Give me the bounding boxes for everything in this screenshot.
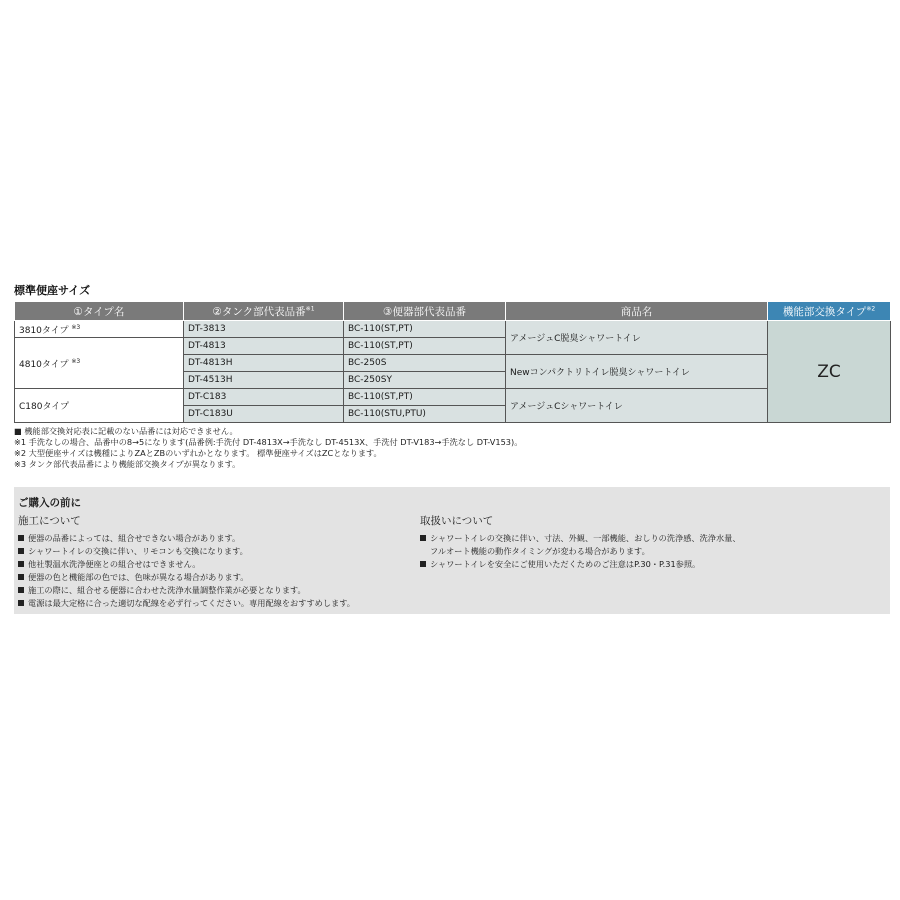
- handling-notes: [420, 513, 741, 571]
- table-notes: [14, 426, 522, 470]
- tank-cell: DT-3813: [184, 321, 344, 338]
- bowl-cell: BC-110(ST,PT): [344, 389, 506, 406]
- installation-heading: 施工について: [18, 515, 81, 527]
- type-cell: 4810タイプ $^{※3}$: [15, 338, 184, 389]
- product-cell: Newコンパクトリトイレ脱臭シャワートイレ: [506, 355, 768, 389]
- seat-size-table: [14, 301, 891, 423]
- square-bullet-icon: [18, 561, 24, 567]
- list-item: 便器の品番によっては、組合せできない場合があります。: [18, 532, 355, 545]
- tank-cell: DT-4813H: [184, 355, 344, 372]
- bowl-cell: BC-110(ST,PT): [344, 321, 506, 338]
- square-bullet-icon: [420, 535, 426, 541]
- caution-title: ご購入の前に: [18, 497, 81, 509]
- tank-cell: DT-C183: [184, 389, 344, 406]
- note-line: ※2 大型便座サイズは機種によりZAとZBのいずれかとなります。 標準便座サイズはZCとなります。: [14, 448, 382, 458]
- list-item: シャワートイレの交換に伴い、リモコンも交換になります。: [18, 545, 355, 558]
- note-line: ※1 手洗なしの場合、品番中の8→5になります(品番例:手洗付 DT-4813X→手洗なし DT-4513X、手洗付 DT-V183→手洗なし DT-V153)。: [14, 437, 523, 447]
- table-header-row: [15, 302, 891, 321]
- handling-heading: 取扱いについて: [420, 515, 494, 527]
- tank-cell: DT-4513H: [184, 372, 344, 389]
- list-item: シャワートイレを安全にご使用いただくためのご注意はP.30・P.31参照。: [420, 558, 741, 571]
- table-row: [15, 321, 891, 338]
- section-title: 標準便座サイズ: [14, 284, 91, 297]
- square-bullet-icon: [18, 600, 24, 606]
- square-bullet-icon: [18, 548, 24, 554]
- table-row: [15, 389, 891, 406]
- function-type-value: ZC: [768, 321, 891, 423]
- header-bowl: ③便器部代表品番: [344, 302, 506, 321]
- header-tank: ②タンク部代表品番$^{※1}$: [184, 302, 344, 321]
- note-line: ■ 機能部交換対応表に記載のない品番には対応できません。: [14, 426, 238, 436]
- tank-cell: DT-4813: [184, 338, 344, 355]
- product-cell: アメージュC脱臭シャワートイレ: [506, 321, 768, 355]
- header-function-type: 機能部交換タイプ$^{※2}$: [768, 302, 891, 321]
- square-bullet-icon: [18, 574, 24, 580]
- list-item: シャワートイレの交換に伴い、寸法、外観、一部機能、おしりの洗浄感、洗浄水量、: [420, 532, 741, 545]
- square-bullet-icon: [18, 587, 24, 593]
- list-item: 施工の際に、組合せる便器に合わせた洗浄水量調整作業が必要となります。: [18, 584, 355, 597]
- note-line: ※3 タンク部代表品番により機能部交換タイプが異なります。: [14, 459, 241, 469]
- list-item: 便器の色と機能部の色では、色味が異なる場合があります。: [18, 571, 355, 584]
- bowl-cell: BC-250S: [344, 355, 506, 372]
- list-item-continuation: フルオート機能の動作タイミングが変わる場合があります。: [430, 546, 650, 556]
- product-cell: アメージュCシャワートイレ: [506, 389, 768, 423]
- tank-cell: DT-C183U: [184, 406, 344, 423]
- square-bullet-icon: [420, 561, 426, 567]
- header-type: ①タイプ名: [15, 302, 184, 321]
- header-product: 商品名: [506, 302, 768, 321]
- bowl-cell: BC-110(STU,PTU): [344, 406, 506, 423]
- list-item: 電源は最大定格に合った適切な配線を必ず行ってください。専用配線をおすすめします。: [18, 597, 355, 610]
- purchase-caution-box: [14, 487, 890, 614]
- type-cell: C180タイプ: [15, 389, 184, 423]
- bowl-cell: BC-110(ST,PT): [344, 338, 506, 355]
- installation-notes: [18, 513, 355, 610]
- list-item: 他社製温水洗浄便座との組合せはできません。: [18, 558, 355, 571]
- type-cell: 3810タイプ $^{※3}$: [15, 321, 184, 338]
- square-bullet-icon: [18, 535, 24, 541]
- bowl-cell: BC-250SY: [344, 372, 506, 389]
